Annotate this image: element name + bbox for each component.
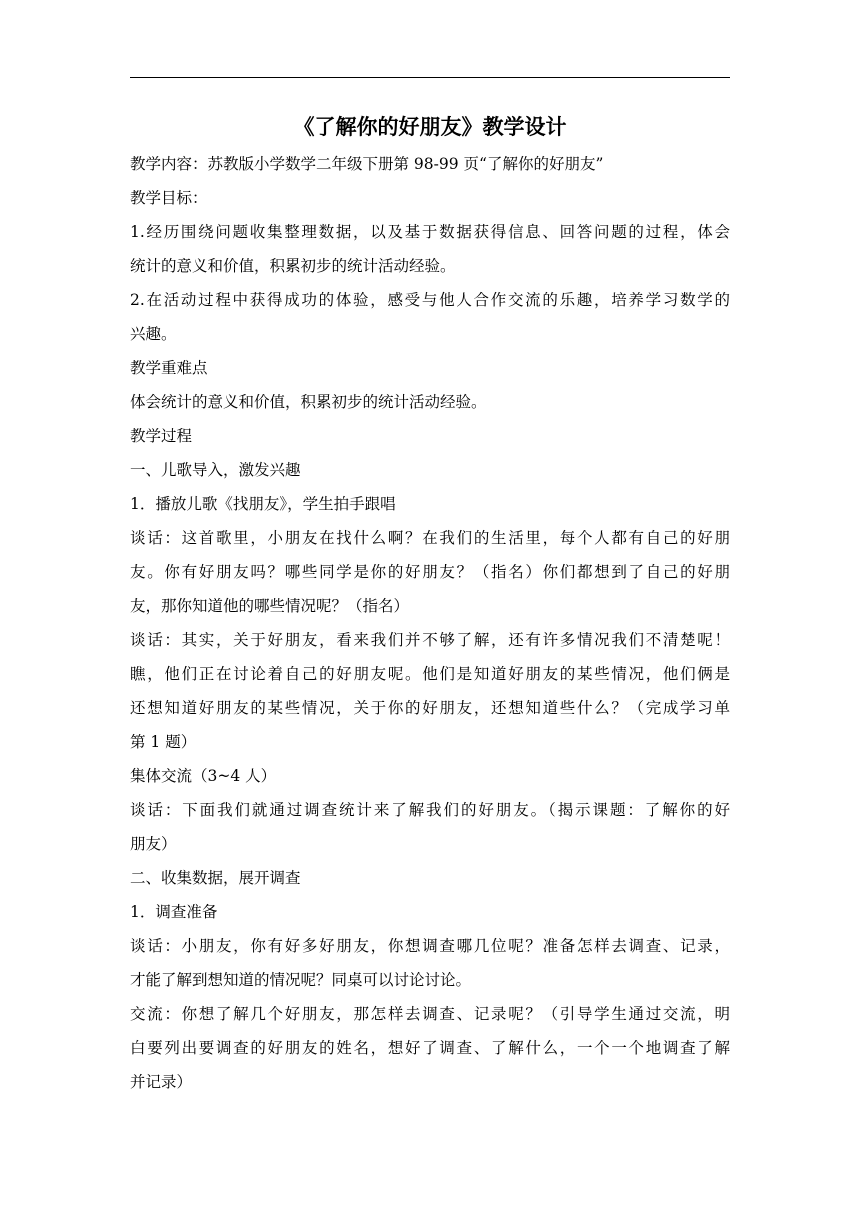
- paragraph-line: 教学过程: [130, 427, 193, 445]
- paragraph-line: 第 1 题）: [130, 733, 197, 751]
- paragraph-line: 1．播放儿歌《找朋友》，学生拍手跟唱: [130, 495, 396, 513]
- paragraph: [130, 895, 730, 929]
- paragraph-line: 瞧，他们正在讨论着自己的好朋友呢。他们是知道好朋友的某些情况，他们俩是: [130, 665, 730, 683]
- paragraph: [130, 487, 730, 521]
- paragraph-line: 并记录）: [130, 1073, 193, 1091]
- paragraph-line: 统计的意义和价值，积累初步的统计活动经验。: [130, 257, 456, 275]
- paragraph-line: 一、儿歌导入，激发兴趣: [130, 461, 301, 479]
- paragraph: [130, 385, 730, 419]
- paragraph: [130, 861, 730, 895]
- document-title: 《了解你的好朋友》教学设计: [293, 115, 567, 139]
- paragraph-line: 二、收集数据，展开调查: [130, 869, 301, 887]
- paragraph: [130, 453, 730, 487]
- paragraph: [130, 419, 730, 453]
- header-rule: [130, 77, 730, 78]
- paragraph-line: 教学目标：: [130, 189, 208, 207]
- paragraph-line: 集体交流（3~4 人）: [130, 767, 277, 785]
- paragraph-line: 教学重难点: [130, 359, 208, 377]
- paragraph: [130, 181, 730, 215]
- paragraph-line: 谈话：下面我们就通过调查统计来了解我们的好朋友。（揭示课题：了解你的好: [130, 801, 730, 819]
- paragraph-line: 体会统计的意义和价值，积累初步的统计活动经验。: [130, 393, 487, 411]
- paragraph-line: 朋友）: [130, 835, 177, 853]
- paragraph: [130, 793, 730, 861]
- document-body: [130, 147, 730, 1099]
- paragraph-line: 白要列出要调查的好朋友的姓名，想好了调查、了解什么，一个一个地调查了解: [130, 1039, 730, 1057]
- paragraph: [130, 623, 730, 759]
- paragraph-line: 交流：你想了解几个好朋友，那怎样去调查、记录呢？（引导学生通过交流，明: [130, 1005, 730, 1023]
- paragraph: [130, 759, 730, 793]
- paragraph: [130, 997, 730, 1099]
- paragraph-line: 才能了解到想知道的情况呢？同桌可以讨论讨论。: [130, 971, 472, 989]
- paragraph-line: 谈话：这首歌里，小朋友在找什么啊？在我们的生活里，每个人都有自己的好朋: [130, 529, 730, 547]
- paragraph-line: 教学内容：苏教版小学数学二年级下册第 98-99 页“了解你的好朋友”: [130, 155, 604, 173]
- paragraph-line: 2.在活动过程中获得成功的体验，感受与他人合作交流的乐趣，培养学习数学的: [130, 291, 730, 309]
- paragraph: [130, 351, 730, 385]
- paragraph-line: 兴趣。: [130, 325, 177, 343]
- paragraph-line: 友，那你知道他的哪些情况呢？（指名）: [130, 597, 410, 615]
- paragraph-line: 谈话：小朋友，你有好多好朋友，你想调查哪几位呢？准备怎样去调查、记录，: [130, 937, 730, 955]
- paragraph: [130, 147, 730, 181]
- paragraph: [130, 929, 730, 997]
- paragraph-line: 谈话：其实，关于好朋友，看来我们并不够了解，还有许多情况我们不清楚呢！: [130, 631, 730, 649]
- paragraph-line: 还想知道好朋友的某些情况，关于你的好朋友，还想知道些什么？（完成学习单: [130, 699, 730, 717]
- paragraph-line: 友。你有好朋友吗？哪些同学是你的好朋友？（指名）你们都想到了自己的好朋: [130, 563, 730, 581]
- paragraph-line: 1．调查准备: [130, 903, 218, 921]
- paragraph-line: 1.经历围绕问题收集整理数据，以及基于数据获得信息、回答问题的过程，体会: [130, 223, 730, 241]
- paragraph: [130, 283, 730, 351]
- paragraph: [130, 521, 730, 623]
- paragraph: [130, 215, 730, 283]
